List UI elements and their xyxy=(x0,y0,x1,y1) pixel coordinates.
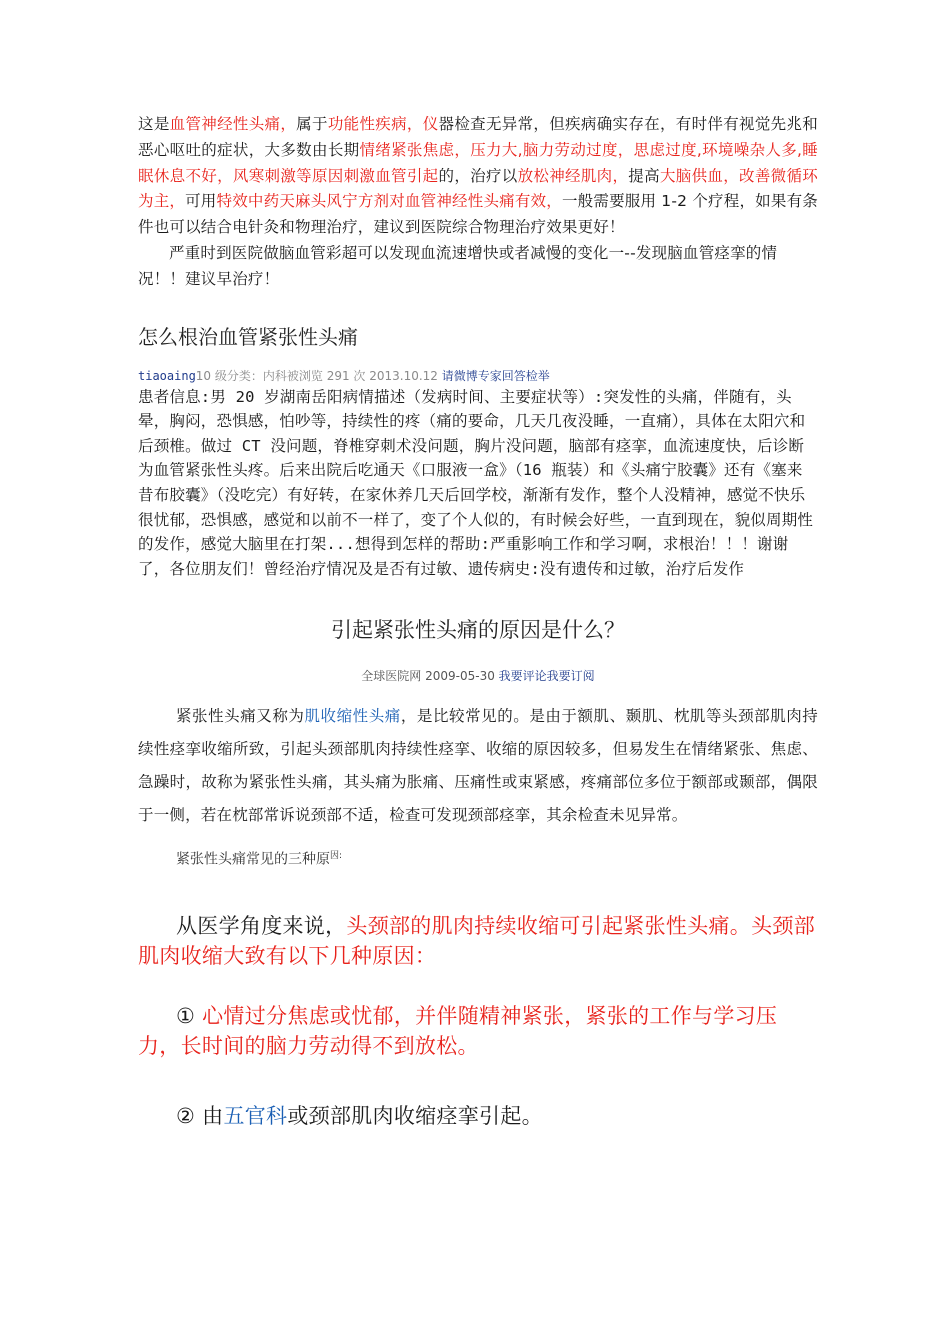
intro-segment: 特效中药天麻头风宁方剂对血管神经性头痛有效， xyxy=(216,192,562,211)
intro-segment: 提高 xyxy=(628,166,660,185)
article-paragraph xyxy=(138,700,818,832)
question-body: 患者信息:男 20 岁湖南岳阳病情描述（发病时间、主要症状等）:突发性的头痛，伴随有，头晕，胸闷，恐惧感，怕吵等，持续性的疼（痛的要命，几天几夜没睡，一直痛），具体在太阳穴和后颈椎。做过 CT 没问题，脊椎穿刺术没问题，胸片没问题，脑部有痉挛，血流速度快，后诊断为血管紧张性头疼。后来出院后吃通天《口服液一盒》（16 瓶装）和《头痛宁胶囊》还有《塞来昔布胶囊》（没吃完）有好转，在家休养几天后回学校，渐渐有发作，整个人没精神，感觉不快乐很忧郁，恐惧感，感觉和以前不一样了，变了个人似的，有时候会好些，一直到现在，貌似周期性的发作，感觉大脑里在打架...想得到怎样的帮助:严重影响工作和学习啊，求根治！！！谢谢了，各位朋友们！曾经治疗情况及是否有过敏、遗传病史:没有遗传和过敏，治疗后发作 xyxy=(138,387,814,578)
article-p1-post: ，是比较常见的。是由于额肌、颞肌、枕肌等头颈部肌肉持续性痉挛收缩所致，引起头颈部肌肉持续性痉挛、收缩的原因较多，但易发生在情绪紧张、焦虑、急躁时，故称为紧张性头痛，其头痛为胀痛、压痛性或束紧感，疼痛部位多位于额部或颞部，偶限于一侧，若在枕部常诉说颈部不适，检查可发现颈部痉挛，其余检查未见异常。 xyxy=(138,707,819,825)
medical-perspective-paragraph xyxy=(138,911,818,971)
three-causes-text: 紧张性头痛常见的三种原 xyxy=(176,851,330,868)
intro-segment: 器检查无异常，但疾病确实存在，有时伴有视觉先兆和恶心呕吐的症状，大多数由长期 xyxy=(138,115,818,159)
cause-item-2-number: ② xyxy=(176,1103,196,1128)
intro-segment: 情绪紧张焦虑，压力大,脑力劳动过度，思虑过度,环境噪杂人多,睡眠休息不好，风寒刺激等原因刺激血管引起 xyxy=(138,140,818,185)
cause-item-1-text: 心情过分焦虑或忧郁，并伴随精神紧张，紧张的工作与学习压力，长时间的脑力劳动得不到放松。 xyxy=(138,1003,778,1058)
intro-segment: 血管神经性头痛， xyxy=(169,115,297,133)
question-user-link[interactable]: tiaoaing xyxy=(138,368,196,383)
intro-segment: 可用 xyxy=(185,192,217,211)
intro-segment: 功能性疾病，仪 xyxy=(327,115,439,133)
cause-item-2-post: 或颈部肌肉收缩痉挛引起。 xyxy=(287,1103,543,1128)
article-source-text: 全球医院网 2009-05-30 xyxy=(361,669,499,684)
question-meta xyxy=(138,367,818,385)
document-page xyxy=(138,112,818,1131)
three-causes-heading xyxy=(138,848,818,869)
intro-segment: 一般需要服用 1-2 个疗程，如果有条件也可以结合电针灸和物理治疗，建议到医院综合物理治疗效果更好！ xyxy=(138,192,818,237)
intro-segment: 这是 xyxy=(138,115,170,133)
muscle-contraction-headache-link[interactable]: 肌收缩性头痛 xyxy=(304,707,401,726)
intro-segment: 的，治疗以 xyxy=(438,166,518,185)
big1-red: 头颈部的肌肉持续收缩可引起紧张性头痛。头颈部肌肉收缩大致有以下几种原因： xyxy=(138,913,816,968)
intro-segment: 放松神经肌肉， xyxy=(517,166,629,185)
intro-paragraph-1 xyxy=(138,112,818,241)
ent-department-link[interactable]: 五官科 xyxy=(223,1103,288,1128)
article-p1-pre: 紧张性头痛又称为 xyxy=(176,707,305,726)
intro-paragraph-2: 严重时到医院做脑血管彩超可以发现血流速增快或者减慢的变化一--发现脑血管痉挛的情况！！建议早治疗！ xyxy=(138,243,778,288)
cause-item-1 xyxy=(138,1001,818,1061)
question-meta-text: 10 级分类：内科被浏览 291 次 2013.10.12 xyxy=(195,368,442,383)
intro-segment: 大脑供血，改善微循环为主， xyxy=(138,166,818,211)
three-causes-sup: 因: xyxy=(330,851,343,862)
big1-pre: 从医学角度来说， xyxy=(176,913,347,938)
intro-segment: 属于 xyxy=(296,115,328,133)
question-title: 怎么根治血管紧张性头痛 xyxy=(138,324,358,349)
question-links[interactable]: 请微博专家回答检举 xyxy=(441,368,550,383)
article-source-links[interactable]: 我要评论我要订阅 xyxy=(498,669,595,684)
article-source xyxy=(138,667,818,684)
cause-item-2-pre: 由 xyxy=(202,1103,224,1128)
article-title: 引起紧张性头痛的原因是什么？ xyxy=(331,618,625,643)
cause-item-2 xyxy=(138,1101,818,1131)
cause-item-1-number: ① xyxy=(176,1003,196,1028)
